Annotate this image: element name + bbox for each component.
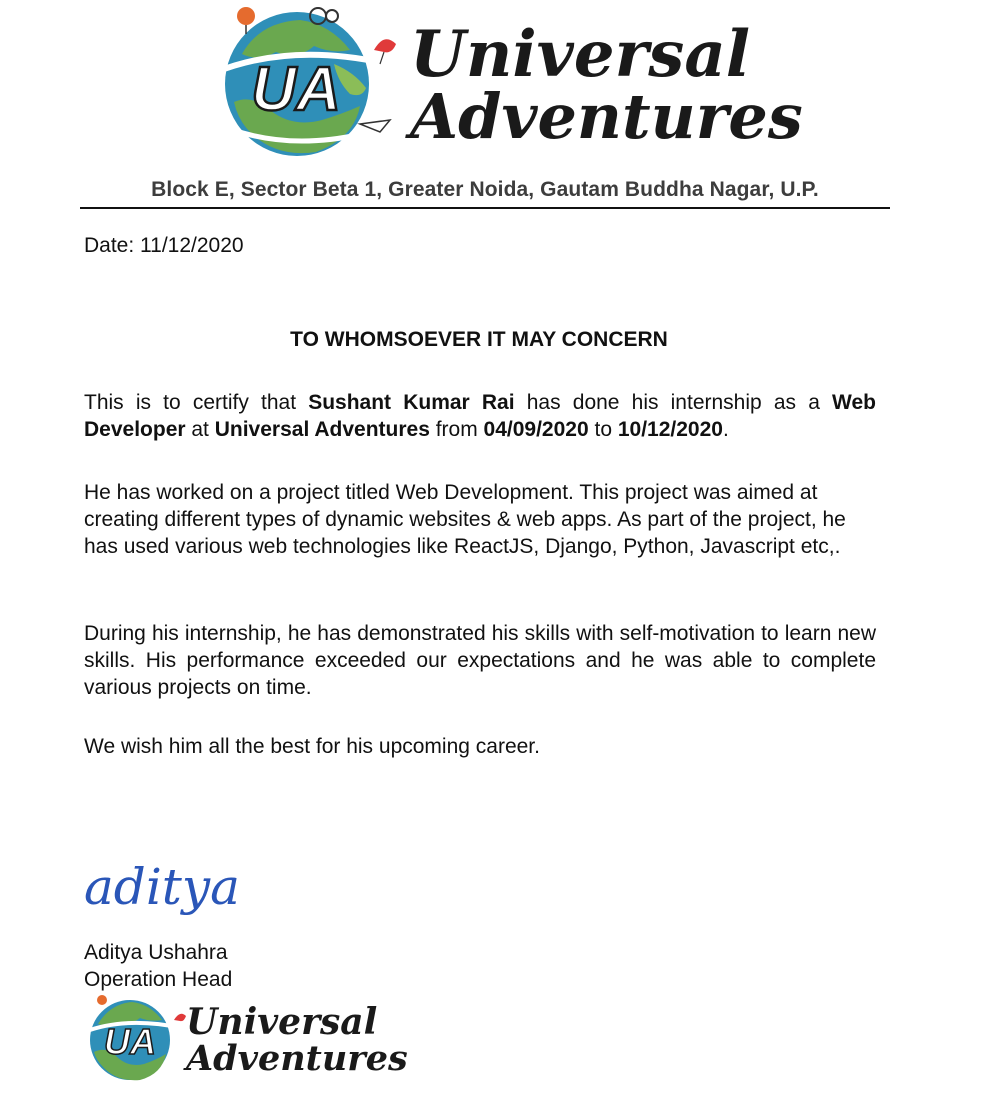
- letter-heading: TO WHOMSOEVER IT MAY CONCERN: [290, 328, 668, 351]
- balloon-icon: [237, 7, 255, 25]
- signature-text: aditya: [84, 858, 240, 916]
- p1-text-3: at: [185, 418, 215, 441]
- handwritten-signature: [80, 846, 270, 926]
- end-date: 10/12/2020: [617, 418, 723, 441]
- p1-text-2: has done his internship as a: [514, 391, 833, 414]
- project-paragraph: He has worked on a project titled Web Development. This project was aimed at creating different types of dynamic websites & web apps. As part of the project, he has used various web technologies like ReactJS, Django, Python, Javascript etc,.: [84, 481, 846, 558]
- parachute-icon: [374, 39, 396, 52]
- performance-paragraph: During his internship, he has demonstrated his skills with self-motivation to learn new skills. His performance exceeded our expectations and he was able to complete various projects on time.: [84, 622, 876, 699]
- footer-emblem-letters: UA: [104, 1021, 156, 1062]
- closing-paragraph: We wish him all the best for his upcoming career.: [84, 735, 540, 758]
- signer-title: Operation Head: [84, 968, 233, 991]
- footer-logo: [82, 990, 408, 1082]
- footer-parachute-icon: [174, 1014, 186, 1021]
- date-value: 11/12/2020: [140, 234, 244, 257]
- certification-paragraph: [84, 389, 876, 443]
- signer-name: Aditya Ushahra: [84, 941, 228, 964]
- start-date: 04/09/2020: [483, 418, 589, 441]
- globe-emblem: [216, 7, 396, 156]
- brand-name-line1: Universal: [410, 17, 751, 92]
- p1-text-1: This is to certify that: [84, 391, 309, 414]
- intern-role: Web Developer: [84, 391, 876, 441]
- company-address: Block E, Sector Beta 1, Greater Noida, Gautam Buddha Nagar, U.P.: [151, 178, 819, 201]
- date-label: Date:: [84, 234, 135, 257]
- airplane-icon: [360, 120, 390, 132]
- emblem-letters: UA: [251, 55, 341, 124]
- footer-brand-line1: Universal: [186, 1001, 378, 1043]
- p1-text-5: to: [588, 418, 618, 441]
- company-name: Universal Adventures: [214, 418, 430, 441]
- p1-text-6: .: [722, 418, 729, 441]
- brand-name-line2: Adventures: [410, 80, 803, 153]
- footer-globe-emblem: [84, 995, 186, 1080]
- intern-name: Sushant Kumar Rai: [308, 391, 515, 414]
- p1-text-4: from: [429, 418, 484, 441]
- letter-date: [84, 234, 244, 258]
- company-logo: [212, 2, 803, 160]
- footer-brand-line2: Adventures: [186, 1038, 408, 1079]
- footer-balloon-icon: [97, 995, 107, 1005]
- header-divider: [80, 207, 890, 209]
